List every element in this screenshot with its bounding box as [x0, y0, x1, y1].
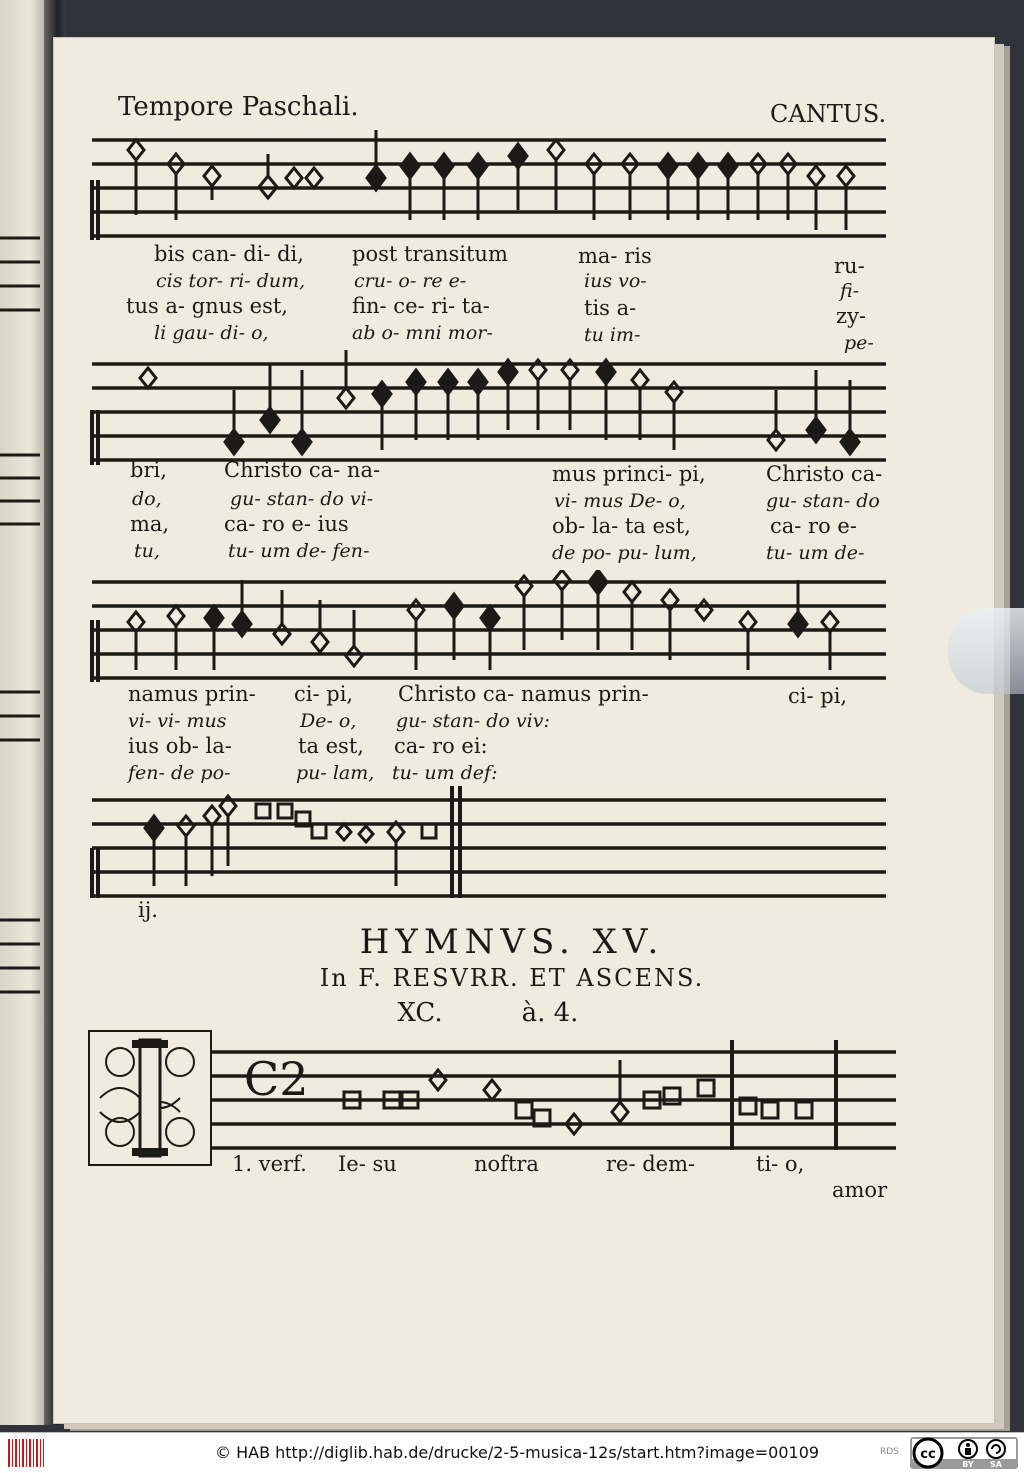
hymn-voices: à. 4.	[521, 998, 579, 1028]
lyric-1-2a: cis tor- ri- dum,	[156, 270, 306, 292]
lyric-2-4b: tu- um de- fen-	[228, 540, 370, 562]
cc-icon	[914, 1439, 942, 1467]
lyric-3-2a: vi- vi- mus	[128, 710, 227, 732]
lyric-1-2c: ius vo-	[584, 270, 647, 292]
lyric-1-3c: tis a-	[584, 296, 637, 320]
lyric-3-1c: Christo ca- namus prin-	[398, 682, 649, 706]
lyric-1-2d: fi-	[840, 280, 860, 302]
by-label: BY	[962, 1460, 974, 1469]
sa-icon	[987, 1440, 1005, 1458]
lyric-2-1b: Christo ca- na-	[224, 458, 381, 482]
lyric-1-1d: ru-	[834, 254, 865, 278]
lyric-2-3b: ca- ro e- ius	[224, 512, 349, 536]
lyric-3-3a: ius ob- la-	[128, 734, 232, 758]
staff-4	[86, 786, 896, 906]
footer-small-mark: RDS	[880, 1447, 899, 1457]
lyric-3-3b: ta est,	[298, 734, 364, 758]
lyric-1-2b: cru- o- re e-	[354, 270, 467, 292]
running-head-right: CANTUS.	[770, 100, 887, 128]
hymn-title: HYMNVS. XV.	[359, 922, 665, 962]
lyric-2-1a: bri,	[130, 458, 167, 482]
hymn-subtitle: In F. RESVRR. ET ASCENS.	[319, 964, 705, 992]
hymn-staff	[212, 1040, 902, 1160]
footer-bar	[0, 1432, 1024, 1473]
hymn-lyric-6: amor	[832, 1178, 888, 1202]
page-clip	[948, 608, 1024, 694]
staff-1	[86, 120, 896, 250]
license-icons	[910, 1437, 1018, 1469]
lyric-2-3d: ca- ro e-	[770, 514, 857, 538]
license-badge[interactable]	[910, 1437, 1018, 1469]
lyric-1-1b: post transitum	[352, 242, 508, 266]
sa-label: SA	[990, 1460, 1002, 1469]
lyric-3-2b: De- o,	[300, 710, 357, 732]
lyric-2-3c: ob- la- ta est,	[552, 514, 691, 538]
lyric-2-3a: ma,	[130, 512, 170, 536]
lyric-3-4a: fen- de po-	[128, 762, 231, 784]
lyric-3-3c: ca- ro ei:	[394, 734, 488, 758]
lyric-1-3b: fin- ce- ri- ta-	[352, 294, 490, 318]
lyric-2-1d: Christo ca-	[766, 462, 883, 486]
lyric-3-1b: ci- pi,	[294, 682, 354, 706]
hymn-lyric-5: ti- o,	[756, 1152, 805, 1176]
lyric-2-2c: vi- mus De- o,	[554, 490, 686, 512]
lyric-1-4b: ab o- mni mor-	[352, 322, 493, 344]
lyric-2-4d: tu- um de-	[766, 542, 865, 564]
decorated-initial	[88, 1030, 212, 1166]
staff-2	[86, 350, 896, 480]
lyric-2-2d: gu- stan- do	[766, 490, 880, 512]
hymn-lyric-1: 1. verf.	[232, 1152, 307, 1176]
lyric-2-4c: de po- pu- lum,	[552, 542, 697, 564]
by-icon	[959, 1440, 977, 1458]
lyric-1-4d: pe-	[844, 332, 874, 354]
lyric-2-2a: do,	[132, 488, 162, 510]
lyric-2-1c: mus princi- pi,	[552, 462, 706, 486]
lyric-2-2b: gu- stan- do vi-	[230, 488, 374, 510]
lyric-1-1a: bis can- di- di,	[154, 242, 304, 266]
lyric-3-2c: gu- stan- do viv:	[396, 710, 550, 732]
staff-3	[86, 570, 896, 690]
lyric-3-1a: namus prin-	[128, 682, 256, 706]
hymn-lyric-3: noftra	[474, 1152, 539, 1176]
lyric-3-4c: tu- um def:	[392, 762, 498, 784]
hymn-lyric-2: Ie- su	[338, 1152, 397, 1176]
lyric-4-1: ij.	[138, 898, 158, 922]
running-head-left: Tempore Paschali.	[118, 92, 359, 122]
lyric-1-4a: li gau- di- o,	[154, 322, 269, 344]
lyric-1-3a: tus a- gnus est,	[126, 294, 288, 318]
hymn-lyric-4: re- dem-	[606, 1152, 696, 1176]
hymn-clef: C2	[244, 1052, 309, 1106]
barcode-logo	[8, 1439, 44, 1467]
lyric-3-4b: pu- lam,	[296, 762, 375, 784]
initial-ornament	[90, 1032, 210, 1164]
facing-page-edge	[0, 0, 50, 1425]
lyric-1-4c: tu im-	[584, 324, 641, 346]
lyric-1-3d: zy-	[836, 304, 867, 328]
svg-text:cc: cc	[920, 1447, 936, 1462]
footer-copyright-link[interactable]: © HAB http://diglib.hab.de/drucke/2-5-musica-12s/start.htm?image=00109	[215, 1443, 820, 1462]
lyric-3-1d: ci- pi,	[788, 684, 848, 708]
lyric-2-4a: tu,	[134, 540, 160, 562]
facing-page-fragments	[0, 0, 50, 1425]
lyric-1-1c: ma- ris	[578, 244, 652, 268]
hymn-number: XC.	[397, 998, 443, 1028]
